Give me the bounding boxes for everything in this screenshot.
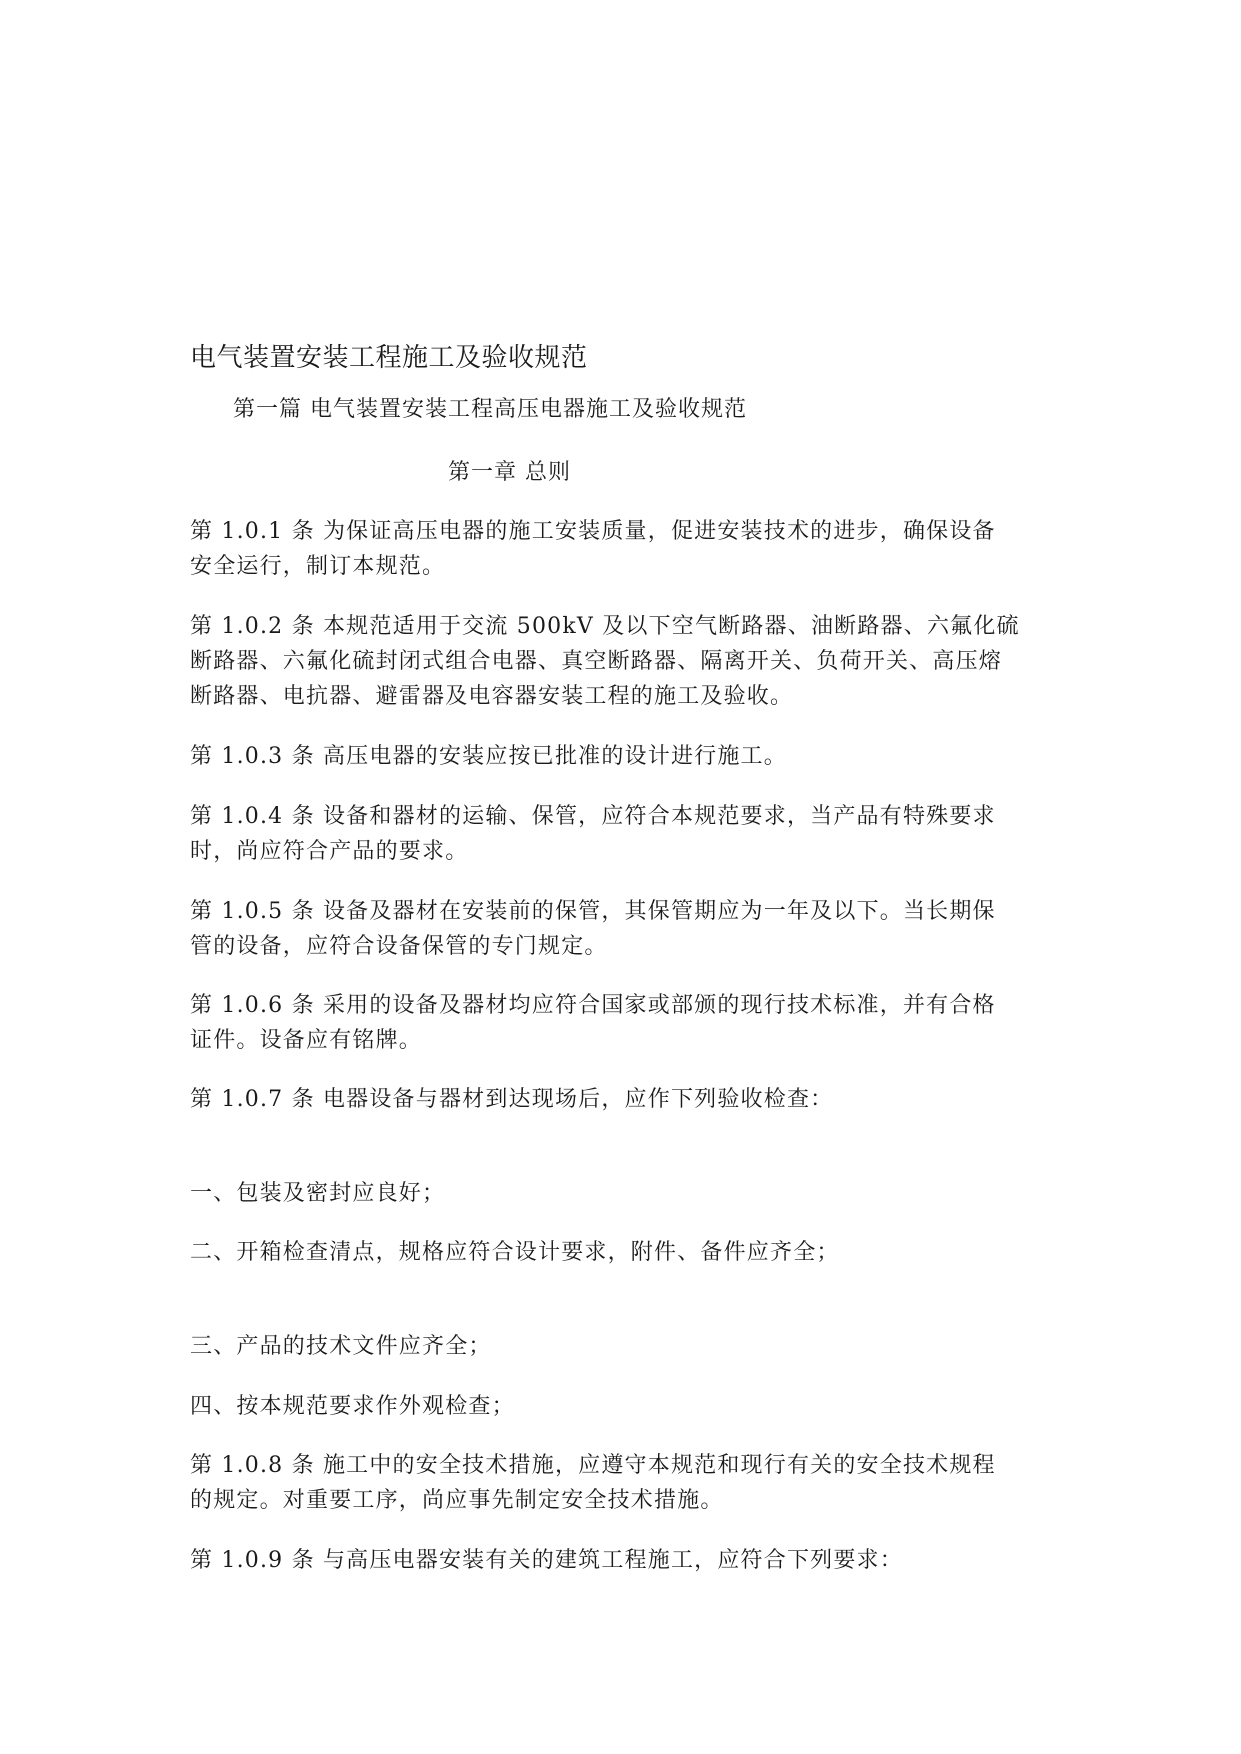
text-line: 第 1.0.1 条 为保证高压电器的施工安装质量，促进安装技术的进步，确保设备: [190, 519, 996, 544]
document-title: 电气装置安装工程施工及验收规范: [190, 343, 588, 373]
article-1-0-3: [190, 739, 1070, 774]
part-heading: 第一篇 电气装置安装工程高压电器施工及验收规范: [233, 397, 747, 422]
text-line: 第 1.0.5 条 设备及器材在安装前的保管，其保管期应为一年及以下。当长期保: [190, 899, 996, 924]
article-1-0-8: [190, 1448, 1070, 1518]
text-line: 第 1.0.4 条 设备和器材的运输、保管，应符合本规范要求，当产品有特殊要求: [190, 804, 996, 829]
text-line: 第 1.0.6 条 采用的设备及器材均应符合国家或部颁的现行技术标准，并有合格: [190, 993, 996, 1018]
article-1-0-2: [190, 609, 1070, 714]
list-item: [190, 1235, 1070, 1270]
article-1-0-6: [190, 988, 1070, 1058]
text-line: 三、产品的技术文件应齐全；: [190, 1334, 492, 1359]
article-1-0-9: [190, 1543, 1070, 1578]
text-line: 管的设备，应符合设备保管的专门规定。: [190, 934, 608, 959]
article-1-0-5: [190, 894, 1070, 964]
text-line: 断路器、电抗器、避雷器及电容器安装工程的施工及验收。: [190, 684, 794, 709]
chapter-heading: 第一章 总则: [448, 460, 571, 485]
list-item: [190, 1329, 1070, 1364]
text-line: 第 1.0.2 条 本规范适用于交流 500kV 及以下空气断路器、油断路器、六氟化硫: [190, 614, 1020, 639]
text-line: 安全运行，制订本规范。: [190, 554, 446, 579]
text-line: 第 1.0.3 条 高压电器的安装应按已批准的设计进行施工。: [190, 744, 787, 769]
text-line: 断路器、六氟化硫封闭式组合电器、真空断路器、隔离开关、负荷开关、高压熔: [190, 649, 1003, 674]
text-line: 一、包装及密封应良好；: [190, 1181, 446, 1206]
article-1-0-7: [190, 1082, 1070, 1117]
article-1-0-1: [190, 514, 1070, 584]
text-line: 第 1.0.7 条 电器设备与器材到达现场后，应作下列验收检查：: [190, 1087, 834, 1112]
list-item: [190, 1389, 1070, 1424]
text-line: 的规定。对重要工序，尚应事先制定安全技术措施。: [190, 1488, 724, 1513]
article-1-0-4: [190, 799, 1070, 869]
text-line: 第 1.0.8 条 施工中的安全技术措施，应遵守本规范和现行有关的安全技术规程: [190, 1453, 996, 1478]
text-line: 时，尚应符合产品的要求。: [190, 839, 469, 864]
list-item: [190, 1176, 1070, 1211]
text-line: 四、按本规范要求作外观检查；: [190, 1394, 515, 1419]
text-line: 证件。设备应有铭牌。: [190, 1028, 423, 1053]
text-line: 二、开箱检查清点，规格应符合设计要求，附件、备件应齐全；: [190, 1240, 840, 1265]
text-line: 第 1.0.9 条 与高压电器安装有关的建筑工程施工，应符合下列要求：: [190, 1548, 903, 1573]
